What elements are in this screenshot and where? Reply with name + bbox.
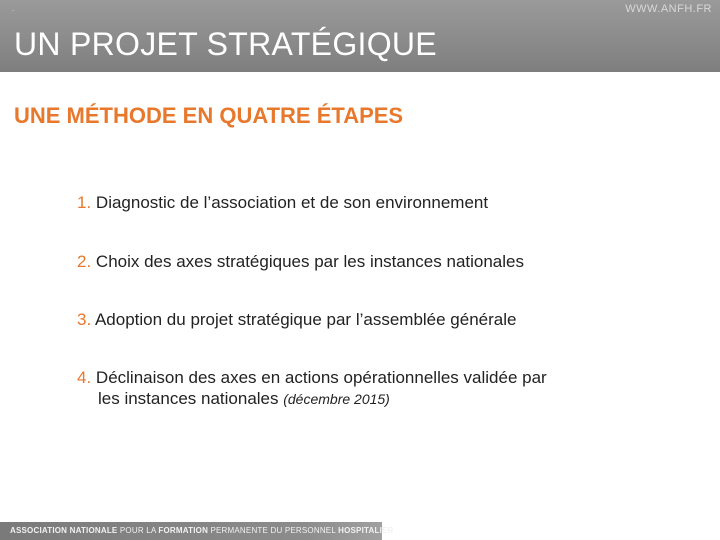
section-subtitle: UNE MÉTHODE EN QUATRE ÉTAPES (14, 103, 404, 128)
step-number: 3. (77, 310, 92, 329)
step-item-1 (77, 192, 488, 213)
step-item-3 (77, 309, 516, 330)
website-url[interactable]: WWW.ANFH.FR (625, 3, 712, 15)
footer-part: HOSPITALIER (338, 526, 394, 535)
header-bar (0, 0, 720, 72)
step-text: Déclinaison des axes en actions opérationnelles validée par (91, 368, 547, 387)
step-text: Adoption du projet stratégique par l’assemblée générale (91, 310, 517, 329)
step-item-2 (77, 251, 524, 272)
step-text: Diagnostic de l’association et de son environnement (91, 193, 489, 212)
step-text: Choix des axes stratégiques par les instances nationales (91, 252, 524, 271)
footer-part: ASSOCIATION NATIONALE (10, 526, 118, 535)
footer-banner (0, 522, 394, 540)
step-date-note: (décembre 2015) (283, 391, 390, 407)
page-title: UN PROJET STRATÉGIQUE (14, 26, 437, 62)
step-text-continuation (77, 388, 547, 410)
header-marker: . (12, 4, 15, 13)
step-number: 4. (77, 368, 92, 387)
step-number: 2. (77, 252, 92, 271)
footer-part: PERMANENTE DU PERSONNEL (208, 526, 339, 535)
footer-part: POUR LA (117, 526, 159, 535)
step-continuation-text: les instances nationales (98, 389, 284, 408)
step-number: 1. (77, 193, 92, 212)
footer-part: FORMATION (158, 526, 209, 535)
step-item-4 (77, 367, 547, 410)
